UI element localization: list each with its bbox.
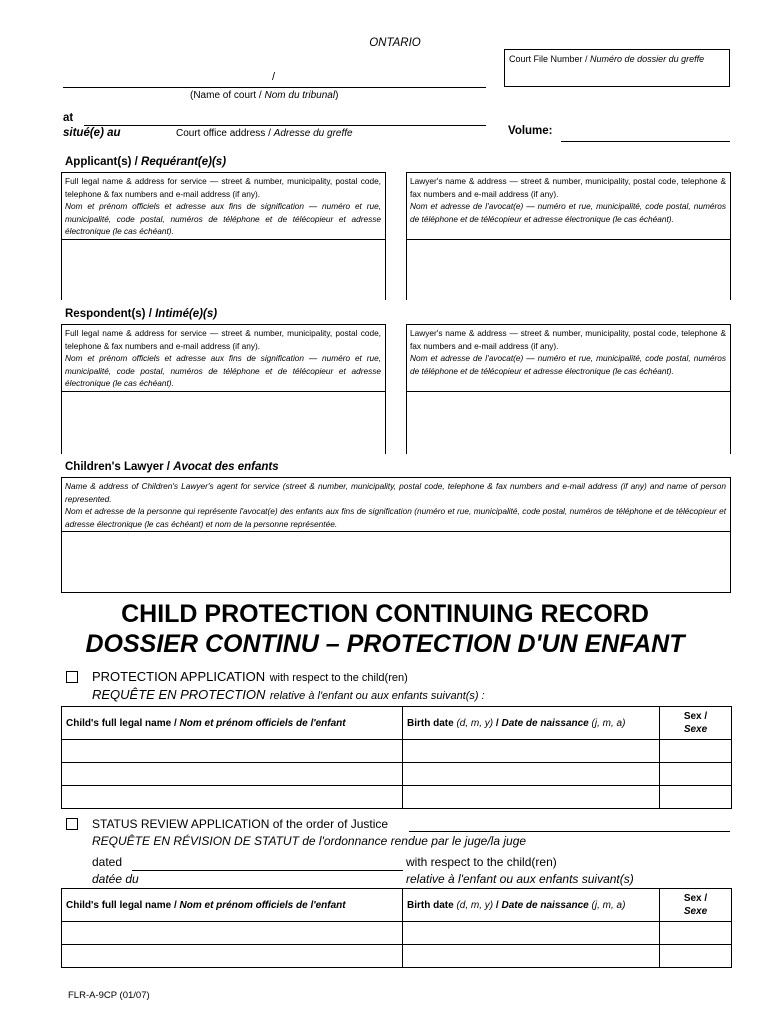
form-title-fr: DOSSIER CONTINU – PROTECTION D'UN ENFANT (85, 630, 685, 658)
court-name-caption: (Name of court / Nom du tribunal) (190, 90, 339, 101)
at-label-fr: situé(e) au (63, 127, 121, 139)
with-respect-label-fr: relative à l'enfant ou aux enfants suivant(s) (406, 872, 634, 886)
child-name-header: Child's full legal name / Nom et prénom officiels de l'enfant (62, 707, 403, 740)
sex-cell[interactable] (660, 786, 732, 809)
dated-line[interactable] (132, 870, 403, 871)
table-row[interactable] (62, 786, 732, 809)
child-name-cell[interactable] (62, 922, 403, 945)
birth-date-header: Birth date (d, m, y) / Date de naissance (j, m, a) (403, 707, 660, 740)
birth-date-cell[interactable] (403, 786, 660, 809)
sex-header: Sex / Sexe (660, 889, 732, 922)
child-name-cell[interactable] (62, 945, 403, 968)
dated-label-fr: datée du (92, 872, 139, 886)
form-title-en: CHILD PROTECTION CONTINUING RECORD (121, 600, 649, 628)
court-file-number-label: Court File Number / Numéro de dossier du greffe (509, 54, 705, 64)
court-name-slash: / (272, 71, 276, 83)
birth-date-header: Birth date (d, m, y) / Date de naissance (j, m, a) (403, 889, 660, 922)
court-name-line[interactable] (63, 87, 486, 88)
volume-label: Volume: (508, 125, 553, 137)
respondent-info-divider (62, 391, 385, 392)
court-address-line[interactable] (84, 125, 486, 126)
volume-line[interactable] (561, 141, 730, 142)
applicant-info-box[interactable] (61, 172, 386, 300)
child-name-header: Child's full legal name / Nom et prénom officiels de l'enfant (62, 889, 403, 922)
court-file-number-box[interactable] (504, 49, 730, 87)
protection-children-table (61, 706, 732, 809)
table-header-row (62, 889, 732, 922)
status-review-children-table (61, 888, 732, 968)
respondent-info-box[interactable] (61, 324, 386, 454)
birth-date-cell[interactable] (403, 945, 660, 968)
province-label: ONTARIO (369, 37, 421, 49)
protection-application-checkbox[interactable] (66, 671, 78, 683)
childrens-lawyer-caption: Name & address of Children's Lawyer's agent for service (street & number, municipality, postal code, telephone & fax numbers and e-mail address (if any) and name of person represented. Nom et adresse de la personne qui représente l'avocat(e) des enfants aux fins de signification (numéro et rue, municipalité, code postal, numéros de téléphone et de télécopieur et adresse électronique (le cas échéant) et nom de la personne représentée. (65, 481, 726, 529)
court-address-caption: Court office address / Adresse du greffe (176, 128, 353, 139)
protection-application-label: PROTECTION APPLICATION with respect to the child(ren) (92, 669, 408, 684)
status-review-label: STATUS REVIEW APPLICATION of the order of Justice (92, 817, 389, 831)
childrens-lawyer-box[interactable] (61, 477, 731, 593)
birth-date-cell[interactable] (403, 763, 660, 786)
respondent-lawyer-caption: Lawyer's name & address — street & number, municipality, postal code, telephone & fax numbers and e-mail address (if any). Nom et adresse de l'avocat(e) — numéro et rue, municipalité, code postal, numéros de téléphone et de télécopieur et adresse électronique (le cas échéant). (410, 328, 726, 376)
childrens-lawyer-divider (62, 531, 730, 532)
protection-application-label-fr: REQUÊTE EN PROTECTION relative à l'enfant ou aux enfants suivant(s) : (92, 687, 485, 702)
applicant-lawyer-caption: Lawyer's name & address — street & number, municipality, postal code, telephone & fax numbers and e-mail address (if any). Nom et adresse de l'avocat(e) — numéro et rue, municipalité, code postal, numéros de téléphone et de télécopieur et adresse électronique (le cas échéant). (410, 176, 726, 224)
table-row[interactable] (62, 740, 732, 763)
respondents-heading: Respondent(s) / Intimé(e)(s) (65, 308, 218, 320)
sex-cell[interactable] (660, 922, 732, 945)
child-name-cell[interactable] (62, 786, 403, 809)
dated-label: dated (92, 855, 123, 869)
child-name-cell[interactable] (62, 740, 403, 763)
respondent-info-caption: Full legal name & address for service — street & number, municipality, postal code, telephone & fax numbers and e-mail address (if any). Nom et prénom officiels et adresse aux fins de signification — numéro et rue, municipalité, code postal, numéros de téléphone et de télécopieur et adresse électronique (le cas échéant). (65, 328, 381, 388)
birth-date-cell[interactable] (403, 922, 660, 945)
applicant-info-divider (62, 239, 385, 240)
sex-cell[interactable] (660, 945, 732, 968)
table-row[interactable] (62, 763, 732, 786)
table-row[interactable] (62, 945, 732, 968)
sex-cell[interactable] (660, 740, 732, 763)
form-code: FLR-A-9CP (01/07) (68, 990, 150, 1001)
status-review-checkbox[interactable] (66, 818, 78, 830)
childrens-lawyer-heading: Children's Lawyer / Avocat des enfants (65, 461, 279, 473)
sex-cell[interactable] (660, 763, 732, 786)
respondent-lawyer-box[interactable] (406, 324, 731, 454)
respondent-lawyer-divider (407, 391, 730, 392)
applicant-lawyer-box[interactable] (406, 172, 731, 300)
status-review-label-fr: REQUÊTE EN RÉVISION DE STATUT de l'ordonnance rendue par le juge/la juge (92, 834, 527, 848)
birth-date-cell[interactable] (403, 740, 660, 763)
with-respect-label: with respect to the child(ren) (406, 855, 557, 869)
sex-header: Sex / Sexe (660, 707, 732, 740)
applicant-info-caption: Full legal name & address for service — street & number, municipality, postal code, telephone & fax numbers and e-mail address (if any). Nom et prénom officiels et adresse aux fins de signification — numéro et rue, municipalité, code postal, numéros de téléphone et de télécopieur et adresse électronique (le cas échéant). (65, 176, 381, 236)
child-name-cell[interactable] (62, 763, 403, 786)
applicant-lawyer-divider (407, 239, 730, 240)
table-header-row (62, 707, 732, 740)
at-label: at (63, 112, 74, 124)
table-row[interactable] (62, 922, 732, 945)
justice-name-line[interactable] (409, 831, 730, 832)
applicants-heading: Applicant(s) / Requérant(e)(s) (65, 156, 227, 168)
